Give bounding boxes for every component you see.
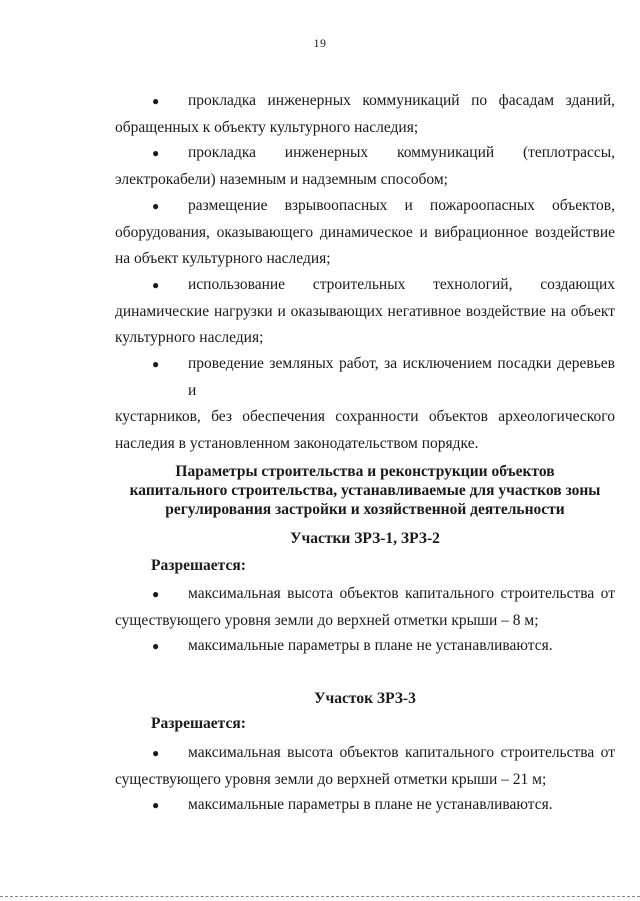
restriction-line-rest: электрокабели) наземным и надземным способом; (115, 170, 448, 188)
bullet-icon: ● (152, 357, 160, 371)
section-title-line: капитального строительства, устанавливаемые для участков зоны (129, 482, 601, 499)
bullet-icon: ● (152, 746, 160, 760)
restriction-line-first: использование строительных технологий, создающих (188, 276, 615, 293)
bullet-icon: ● (152, 278, 160, 292)
restriction-line-first: прокладка инженерных коммуникаций по фасадам зданий, (188, 92, 615, 109)
restriction-line-rest: кустарников, без обеспечения сохранности объектов археологического наследия в установленном законодательством порядке. (115, 408, 615, 452)
bullet-icon: ● (152, 94, 160, 108)
restriction-item-5 (115, 351, 615, 457)
zone2-item-1 (115, 740, 615, 793)
restriction-line-first: прокладка инженерных коммуникаций (теплотрассы, (188, 144, 615, 161)
zone-line-first: максимальная высота объектов капитального строительства от (188, 585, 615, 602)
zone-line-rest: существующего уровня земли до верхней отметки крыши – 21 м; (115, 770, 547, 788)
bullet-icon: ● (152, 639, 160, 653)
page-number: 19 (313, 36, 327, 50)
zone-heading-zrz-3: Участок ЗРЗ-3 (314, 690, 416, 707)
zone1-item-2 (115, 633, 615, 660)
permitted-label: Разрешается: (151, 715, 246, 732)
section-title (115, 462, 615, 519)
permitted-label: Разрешается: (151, 557, 246, 574)
restriction-item-2 (115, 140, 615, 193)
zone-heading-zrz-1-2: Участки ЗРЗ-1, ЗРЗ-2 (290, 530, 440, 547)
bullet-icon: ● (152, 199, 160, 213)
restriction-item-3 (115, 193, 615, 273)
restriction-line-rest: оборудования, оказывающего динамическое и вибрационное воздействие на объект культурного наследия; (115, 223, 615, 267)
bullet-icon: ● (152, 587, 160, 601)
restriction-line-rest: динамические нагрузки и оказывающих негативное воздействие на объект культурного наследия; (115, 302, 615, 346)
zone-line-first: максимальные параметры в плане не устанавливаются. (188, 637, 553, 654)
bullet-icon: ● (152, 146, 160, 160)
restriction-line-first: размещение взрывоопасных и пожароопасных объектов, (188, 197, 615, 214)
section-title-line: Параметры строительства и реконструкции объектов (175, 463, 555, 480)
zone1-item-1 (115, 581, 615, 634)
zone-line-rest: существующего уровня земли до верхней отметки крыши – 8 м; (115, 611, 539, 629)
bullet-icon: ● (152, 798, 160, 812)
zone-line-first: максимальные параметры в плане не устанавливаются. (188, 796, 553, 813)
restriction-item-1 (115, 88, 615, 141)
section-title-line: регулирования застройки и хозяйственной деятельности (165, 501, 565, 518)
restriction-line-rest: обращенных к объекту культурного наследия; (115, 118, 419, 136)
zone2-item-2 (115, 792, 615, 819)
restriction-item-4 (115, 272, 615, 352)
restriction-line-first: проведение земляных работ, за исключением посадки деревьев и (188, 355, 615, 399)
page-bottom-rule (0, 896, 640, 898)
zone-line-first: максимальная высота объектов капитального строительства от (188, 744, 615, 761)
